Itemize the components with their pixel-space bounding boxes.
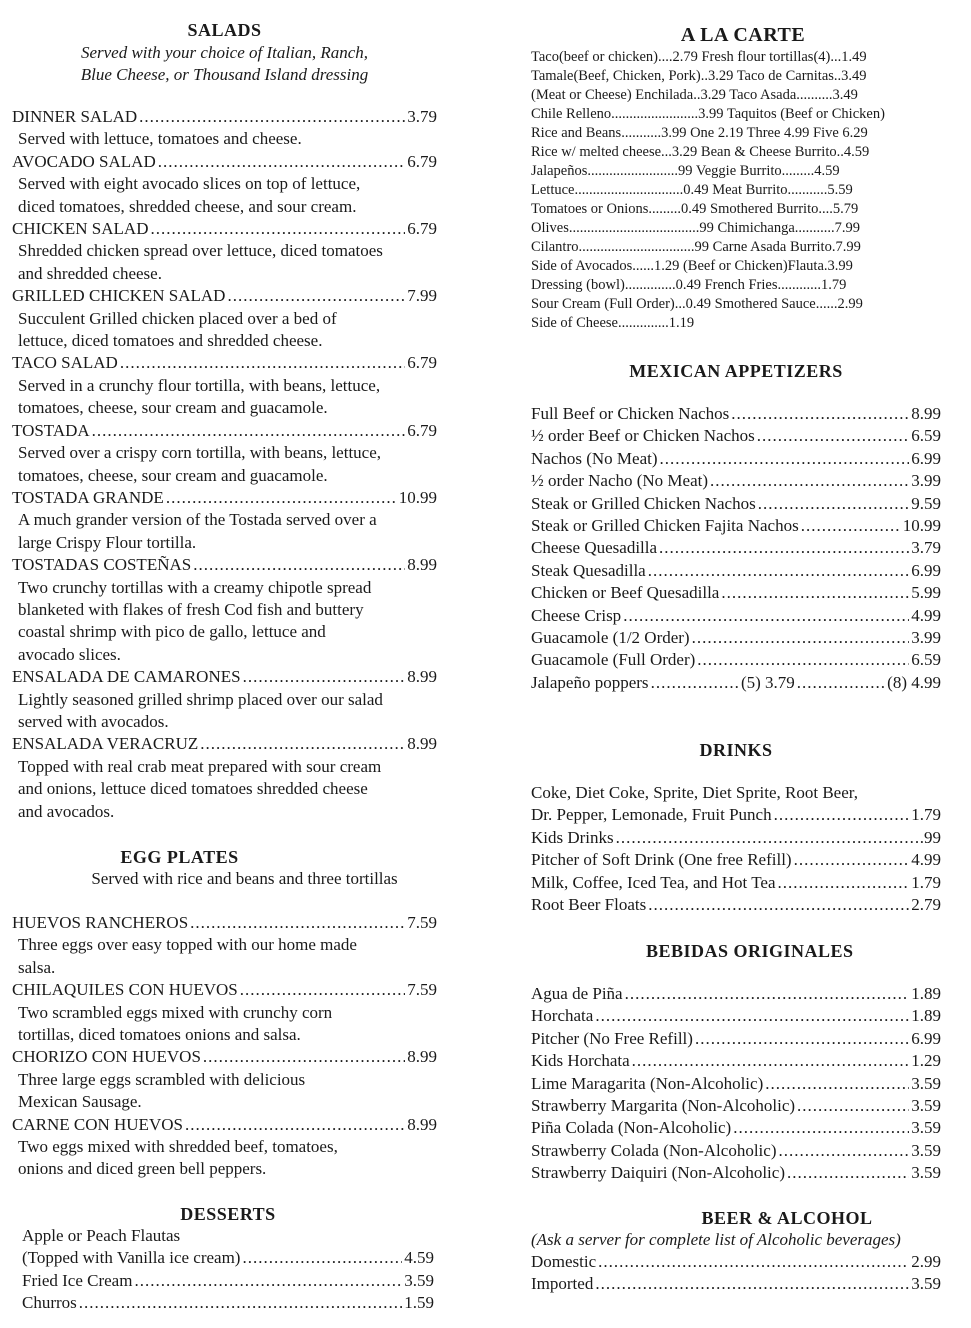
menu-item-row [531,470,941,492]
item-price: 6.59 [911,650,941,670]
item-price: 6.79 [407,151,437,171]
menu-item-row [531,582,941,604]
leader-dots [648,560,910,582]
menu-item-row [12,285,437,307]
menu-item-row [12,151,437,173]
item-price: 6.99 [911,1028,941,1048]
item-price: 6.79 [407,420,437,440]
menu-item-row [531,827,941,849]
item-price-large: (8) 4.99 [887,672,941,692]
item-name: TOSTADAS COSTEÑAS [12,555,192,575]
beer-section [531,1208,963,1296]
item-description: Served in a crunchy flour tortilla, with beans, lettuce, [18,375,381,395]
a-la-carte-line: Olives....................................99 Chimichanga...........7.99 [531,220,861,236]
menu-item-row [531,872,941,894]
leader-dots [139,106,405,128]
leader-dots [243,666,406,688]
beer-title: BEER & ALCOHOL [701,1208,873,1228]
item-description: A much grander version of the Tostada served over a [18,510,377,530]
item-price: 8.99 [911,404,941,423]
leader-dots [721,582,909,604]
egg-plates-subtitle: Served with rice and beans and three tortillas [91,869,398,888]
item-name: CHORIZO CON HUEVOS [12,1047,201,1067]
menu-item-row [12,1114,437,1136]
item-name: Fried Ice Cream [22,1270,133,1290]
item-description: tomatoes, cheese, sour cream and guacamole. [18,398,328,418]
leader-dots [623,605,909,627]
leader-dots [801,515,901,537]
leader-dots [150,218,405,240]
item-price: .99 [919,827,941,847]
item-name: Pitcher (No Free Refill) [531,1028,693,1048]
item-name: Agua de Piña [531,984,623,1003]
item-description: and shredded cheese. [18,263,162,283]
item-name: Horchata [531,1006,594,1026]
item-name: Domestic [531,1252,597,1271]
item-name: CHICKEN SALAD [12,219,149,239]
a-la-carte-line: (Meat or Cheese) Enchilada..3.29 Taco Asada..........3.49 [531,87,858,103]
leader-dots [200,733,405,755]
salads-section [12,20,437,823]
menu-item-row [531,1117,941,1139]
item-name: Kids Drinks [531,827,614,847]
item-price: 8.99 [407,1114,437,1134]
leader-dots [710,470,909,492]
egg-list [12,912,437,1181]
item-price: 1.89 [911,1006,941,1026]
a-la-carte-line: Jalapeños.........................99 Veggie Burrito.........4.59 [531,163,840,179]
menu-item-row [531,605,941,627]
leader-dots [240,979,406,1001]
menu-item-row [531,560,941,582]
item-price: 10.99 [398,487,437,507]
a-la-carte-line: Tomatoes or Onions.........0.49 Smothered Burrito....5.79 [531,201,859,217]
item-description: Succulent Grilled chicken placed over a bed of [18,308,337,328]
item-name: ENSALADA VERACRUZ [12,734,199,754]
salad-list [12,106,437,823]
leader-dots [158,151,406,173]
item-name: Dr. Pepper, Lemonade, Fruit Punch [531,805,772,825]
leader-dots [757,425,909,447]
item-price: 8.99 [407,734,437,754]
menu-item-row [12,554,437,576]
item-price: 3.59 [404,1270,434,1290]
item-price: 3.59 [911,1118,941,1138]
item-name: DINNER SALAD [12,107,138,126]
item-description: Topped with real crab meat prepared with sour cream [18,756,382,776]
item-name: CARNE CON HUEVOS [12,1114,183,1134]
item-name: Guacamole (1/2 Order) [531,628,690,648]
item-name: Kids Horchata [531,1051,630,1071]
item-price: 5.99 [911,583,941,603]
salads-subtitle-1: Served with your choice of Italian, Ranch, [80,43,369,62]
item-description: lettuce, diced tomatoes and shredded cheese. [18,331,323,351]
item-price: 3.59 [911,1163,941,1183]
appetizers-section [531,361,941,694]
leader-dots [598,1251,909,1273]
leader-dots [648,894,909,916]
menu-item-row [531,804,941,826]
bebidas-section [531,941,941,1185]
leader-dots [692,627,910,649]
beer-list [531,1251,941,1296]
item-price: 4.99 [911,605,941,625]
item-description: tomatoes, cheese, sour cream and guacamole. [18,465,328,485]
item-description: Two scrambled eggs mixed with crunchy corn [18,1002,333,1022]
menu-item-row [531,425,941,447]
item-name: Strawberry Daiquiri (Non-Alcoholic) [531,1163,785,1183]
menu-item-row [531,493,941,515]
item-price: 1.29 [911,1051,941,1071]
item-description: coastal shrimp with pico de gallo, lettuce and [18,622,326,642]
menu-item-row [531,1005,941,1027]
a-la-carte-line: Side of Cheese..............1.19 [531,315,695,331]
leader-dots [203,1046,405,1068]
item-description: Lightly seasoned grilled shrimp placed over our salad [18,689,383,709]
menu-item-row [12,912,437,934]
item-description: onions and diced green bell peppers. [18,1159,267,1179]
item-name: TOSTADA [12,420,90,440]
dessert-list [22,1247,434,1314]
menu-item-row [531,515,941,537]
leader-dots [697,649,909,671]
egg-plates-section [12,847,437,1181]
item-name: Pitcher of Soft Drink (One free Refill) [531,850,792,870]
menu-item-row [531,1273,941,1295]
item-description: avocado slices. [18,644,121,664]
item-price: 10.99 [902,516,941,536]
item-price: 3.79 [407,107,437,126]
leader-dots [92,420,406,442]
item-description: Served with lettuce, tomatoes and cheese. [18,129,302,149]
item-price: 8.99 [407,555,437,575]
item-name: TOSTADA GRANDE [12,487,164,507]
dessert-flautas-label: Apple or Peach Flautas [22,1226,181,1245]
item-description: Mexican Sausage. [18,1092,142,1112]
menu-item-row [531,849,941,871]
leader-dots [616,827,918,849]
item-description: large Crispy Flour tortilla. [18,532,197,552]
drinks-section [531,740,941,916]
salads-title: SALADS [187,20,262,40]
a-la-carte-line: Tamale(Beef, Chicken, Pork)..3.29 Taco de Carnitas..3.49 [531,68,867,84]
a-la-carte-line: Chile Relleno........................3.99 Taquitos (Beef or Chicken) [531,106,885,122]
menu-item-row [531,1140,941,1162]
a-la-carte-line: Sour Cream (Full Order)...0.49 Smothered Sauce......2.99 [531,296,863,312]
menu-item-row [531,983,941,1005]
item-description: tortillas, diced tomatoes onions and salsa. [18,1025,301,1045]
item-name: Chicken or Beef Quesadilla [531,583,720,603]
item-name: Cheese Crisp [531,605,622,625]
item-price: 1.59 [404,1293,434,1313]
item-name: (Topped with Vanilla ice cream) [22,1248,241,1268]
item-price: 6.79 [407,353,437,373]
menu-item-row [12,979,437,1001]
a-la-carte-section [531,24,963,333]
item-price: 7.59 [407,913,437,932]
item-description: salsa. [18,957,56,977]
item-description: diced tomatoes, shredded cheese, and sour cream. [18,196,357,216]
item-price: 2.79 [911,895,941,915]
item-name: HUEVOS RANCHEROS [12,913,189,932]
menu-item-row [531,894,941,916]
leader-dots [765,1073,909,1095]
item-price: 1.89 [911,984,941,1003]
item-price: 2.99 [911,1252,941,1271]
leader-dots [595,1005,909,1027]
leader-dots [651,672,739,694]
item-name: Jalapeño poppers [531,672,649,692]
menu-item-row [531,403,941,425]
leader-dots [659,537,909,559]
item-description: Two crunchy tortillas with a creamy chipotle spread [18,577,372,597]
leader-dots [242,1247,402,1269]
egg-plates-title: EGG PLATES [120,847,239,867]
menu-item-row [12,733,437,755]
drink-list [531,804,941,916]
leader-dots [595,1273,909,1295]
item-name: ENSALADA DE CAMARONES [12,667,241,687]
item-name: Piña Colada (Non-Alcoholic) [531,1118,732,1138]
item-description: served with avocados. [18,711,169,731]
item-price: 8.99 [407,667,437,687]
item-name: GRILLED CHICKEN SALAD [12,286,226,306]
a-la-carte-title: A LA CARTE [680,24,806,46]
appetizer-list [531,403,941,672]
item-name: Churros [22,1293,77,1313]
menu-item-row [12,1046,437,1068]
a-la-carte-list [531,48,963,333]
item-price: 3.59 [911,1274,941,1294]
menu-item-row [12,666,437,688]
leader-dots [695,1028,909,1050]
item-price: 3.99 [911,471,941,491]
a-la-carte-line: Cilantro................................99 Carne Asada Burrito.7.99 [531,239,861,255]
item-price: 6.99 [911,448,941,468]
leader-dots [797,1095,909,1117]
item-description: Served over a crispy corn tortilla, with beans, lettuce, [18,443,382,463]
menu-item-row [12,352,437,374]
leader-dots [632,1050,910,1072]
appetizers-title: MEXICAN APPETIZERS [629,361,843,381]
item-price-small: (5) 3.79 [740,672,795,692]
item-description: and onions, lettuce diced tomatoes shredded cheese [18,779,368,799]
item-description: blanketed with flakes of fresh Cod fish and buttery [18,599,364,619]
item-name: Lime Maragarita (Non-Alcoholic) [531,1073,764,1093]
menu-item-row [531,1162,941,1184]
a-la-carte-line: Side of Avocados......1.29 (Beef or Chicken)Flauta.3.99 [531,258,853,274]
leader-dots [166,487,397,509]
menu-item-row [531,649,941,671]
a-la-carte-line: Dressing (bowl)..............0.49 French Fries............1.79 [531,277,847,293]
item-price: 6.79 [407,219,437,239]
item-name: ½ order Nacho (No Meat) [531,471,709,491]
item-name: Root Beer Floats [531,895,647,915]
a-la-carte-line: Lettuce..............................0.49 Meat Burrito...........5.59 [531,182,853,198]
beer-subtitle: (Ask a server for complete list of Alcoholic beverages) [531,1230,901,1249]
menu-item-row [531,627,941,649]
item-description: Three large eggs scrambled with delicious [18,1069,306,1089]
item-name: Strawberry Colada (Non-Alcoholic) [531,1140,777,1160]
leader-dots [778,1140,909,1162]
item-price: 3.59 [911,1096,941,1116]
item-price: 1.79 [911,805,941,825]
item-name: Strawberry Margarita (Non-Alcoholic) [531,1096,796,1116]
item-name: Imported [531,1274,594,1294]
item-name: Nachos (No Meat) [531,448,658,468]
leader-dots [797,672,885,694]
leader-dots [120,352,405,374]
menu-item-row [531,537,941,559]
leader-dots [733,1117,909,1139]
menu-item-row [12,106,437,128]
a-la-carte-line: Rice w/ melted cheese...3.29 Bean & Cheese Burrito..4.59 [531,144,870,160]
item-price: 6.99 [911,560,941,580]
bebidas-list [531,983,941,1185]
menu-item-row [12,420,437,442]
leader-dots [778,872,910,894]
desserts-section [22,1204,434,1315]
item-price: 3.59 [911,1073,941,1093]
leader-dots [787,1162,909,1184]
menu-item-row [531,1251,941,1273]
menu-item-row [22,1292,434,1314]
item-price: 1.79 [911,872,941,892]
item-price: 6.59 [911,426,941,446]
leader-dots [193,554,405,576]
item-name: Milk, Coffee, Iced Tea, and Hot Tea [531,872,776,892]
item-price: 9.59 [911,493,941,513]
item-name: Guacamole (Full Order) [531,650,696,670]
leader-dots [134,1270,402,1292]
drinks-line-1: Coke, Diet Coke, Sprite, Diet Sprite, Root Beer, [531,783,858,802]
item-name: Steak or Grilled Chicken Nachos [531,493,756,513]
leader-dots [731,403,909,425]
leader-dots [660,448,910,470]
item-price: 7.99 [407,286,437,306]
menu-item-row [22,1247,434,1269]
item-price: 3.59 [911,1140,941,1160]
leader-dots [774,804,910,826]
item-price: 7.59 [407,980,437,1000]
leader-dots [79,1292,402,1314]
drinks-title: DRINKS [699,740,773,760]
item-name: ½ order Beef or Chicken Nachos [531,426,755,446]
item-price: 4.59 [404,1248,434,1268]
menu-item-row [531,1050,941,1072]
menu-item-row [22,1270,434,1292]
item-name: Steak Quesadilla [531,560,646,580]
item-description: Three eggs over easy topped with our home made [18,935,357,955]
a-la-carte-line: Taco(beef or chicken)....2.79 Fresh flour tortillas(4)...1.49 [531,49,867,65]
item-name: Cheese Quesadilla [531,538,658,558]
bebidas-title: BEBIDAS ORIGINALES [646,941,854,961]
jalapeno-poppers-row [531,672,941,694]
leader-dots [625,983,910,1005]
item-name: Full Beef or Chicken Nachos [531,404,730,423]
item-name: TACO SALAD [12,353,118,373]
menu-item-row [531,448,941,470]
item-name: AVOCADO SALAD [12,151,156,171]
item-price: 8.99 [407,1047,437,1067]
menu-item-row [531,1095,941,1117]
menu-item-row [531,1073,941,1095]
leader-dots [758,493,910,515]
item-price: 3.79 [911,538,941,558]
a-la-carte-line: Rice and Beans...........3.99 One 2.19 Three 4.99 Five 6.29 [531,125,868,141]
salads-subtitle-2: Blue Cheese, or Thousand Island dressing [80,65,369,84]
item-description: Shredded chicken spread over lettuce, diced tomatoes [18,241,383,261]
leader-dots [794,849,910,871]
menu-item-row [12,487,437,509]
leader-dots [190,912,405,934]
item-description: Two eggs mixed with shredded beef, tomatoes, [18,1137,338,1157]
item-name: Steak or Grilled Chicken Fajita Nachos [531,516,799,536]
leader-dots [185,1114,405,1136]
leader-dots [227,285,405,307]
item-price: 4.99 [911,850,941,870]
menu-item-row [531,1028,941,1050]
menu-item-row [12,218,437,240]
item-description: and avocados. [18,801,115,821]
item-description: Served with eight avocado slices on top of lettuce, [18,174,361,194]
desserts-title: DESSERTS [180,1204,276,1224]
item-price: 3.99 [911,628,941,648]
item-name: CHILAQUILES CON HUEVOS [12,980,238,1000]
